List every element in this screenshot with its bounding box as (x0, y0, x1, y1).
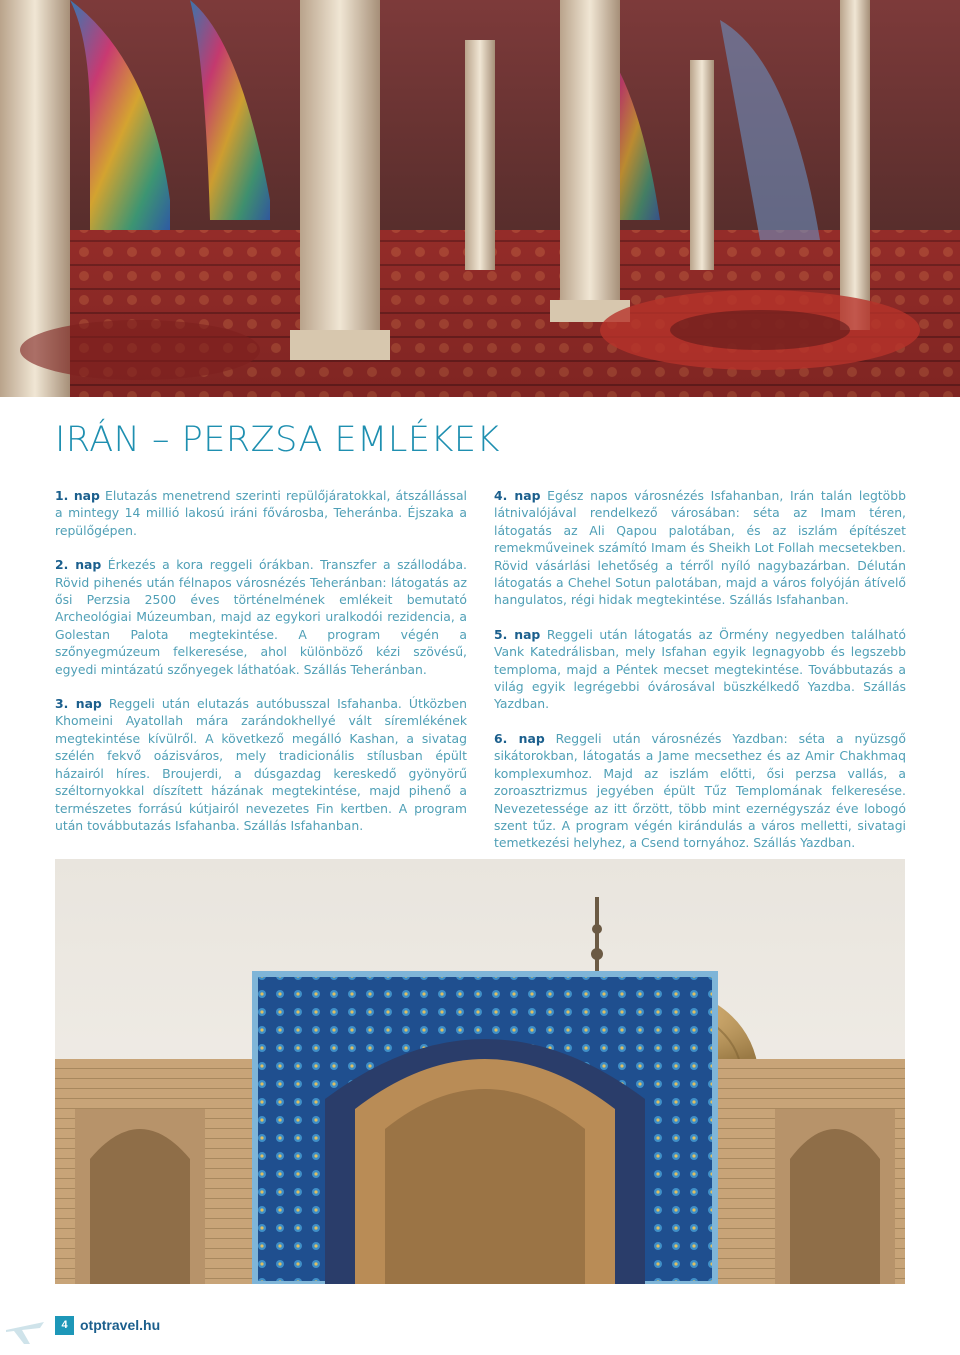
day-text: Egész napos városnézés Isfahanban, Irán talán legtöbb látnivalójával rendelkező városában: séta az Imam téren, látogatás az Ali Qapou palotában, és az iszlám építészet remekműveinek számító Imam és Sheikh Lot Follah mecsetekben. Rövid vásárlási lehetőség a térről nyíló nagybazárban. Délután látogatás a Chehel Sotun palotában, majd a város folyóján átívelő hangulatos, régi hidak megtekintése. Szállás Isfahanban. (494, 488, 906, 608)
website-link[interactable]: otptravel.hu (80, 1317, 161, 1333)
itinerary-day (55, 695, 467, 834)
day-label: 4. nap (494, 488, 541, 503)
day-text: Reggeli után elutazás autóbusszal Isfahanba. Útközben Khomeini Ayatollah mára zarándokhellyé vált síremlékének megtekintése kívülről. A következő megálló Kashan, a sivatag szélén fekvő oázisváros, mely tradicionális stílusban épült házairól híres. Broujerdi, a dúsgazdag kereskedő gyönyörű széltornyokkal díszített házának megtekintése, majd pihenő a természetes forrású kútjairól nevezetes Fin kertben. A program után továbbutazás Isfahanba. Szállás Isfahanban. (55, 696, 467, 833)
day-label: 2. nap (55, 557, 102, 573)
itinerary-day (55, 487, 467, 539)
day-text: Érkezés a kora reggeli órákban. Transzfer a szállodába. Rövid pihenés után félnapos városnézés Teheránban: látogatás az ősi Perzsia 2500 éves történelmének emlékeit bemutató Archeológiai Múzeumban, majd az egykori uralkodói rezidencia, a Golestan Palota megtekintése. A program végén a szőnyegmúzeum felkeresése, ahol különböző kézi szövésű, egyedi mintázatú szőnyegek láthatóak. Szállás Teheránban. (55, 557, 467, 677)
photo-mosque-interior (0, 0, 960, 397)
itinerary-day (494, 487, 906, 609)
itinerary-column-left (55, 487, 467, 851)
itinerary-day (55, 556, 467, 678)
day-label: 3. nap (55, 696, 102, 712)
page-title: IRÁN – PERZSA EMLÉKEK (55, 420, 500, 460)
day-label: 6. nap (494, 730, 545, 746)
photo-mosque-dome (55, 859, 905, 1284)
itinerary-column-right (494, 487, 906, 869)
day-label: 5. nap (494, 626, 541, 642)
page-number: 4 (55, 1316, 74, 1335)
itinerary-day (494, 730, 906, 852)
day-text: Reggeli után városnézés Yazdban: séta a nyüzsgő sikátorokban, látogatás a Jame mecsethez és az Amir Chakhmaq komplexumhoz. Majd az iszlám előtti, ősi perzsa vallás, a zoroasztrizmus jegyében épült Tűz Templomának felkeresése. Nevezetessége az itt őrzött, több mint ezernégyszáz éve lobogó szent tűz. A program végén kirándulás a város melletti, sivatagi temetkezési helyhez, a Csend tornyához. Szállás Yazdban. (494, 730, 906, 851)
itinerary-day (494, 626, 906, 713)
plane-icon (0, 1300, 50, 1350)
day-label: 1. nap (55, 488, 100, 503)
day-text: Reggeli után látogatás az Örmény negyedben található Vank Katedrálisban, mely Isfahan egyik legnagyobb és legszebb temploma, majd a Péntek mecset megtekintése. Továbbutazás a világ egyik legrégebbi óvárosával büszkélkedő Yazdba. Szállás Yazdban. (494, 626, 906, 712)
day-text: Elutazás menetrend szerinti repülőjáratokkal, átszállással a mintegy 14 millió lakosú iráni fővárosba, Teheránba. Éjszaka a repülőgépen. (55, 488, 467, 538)
